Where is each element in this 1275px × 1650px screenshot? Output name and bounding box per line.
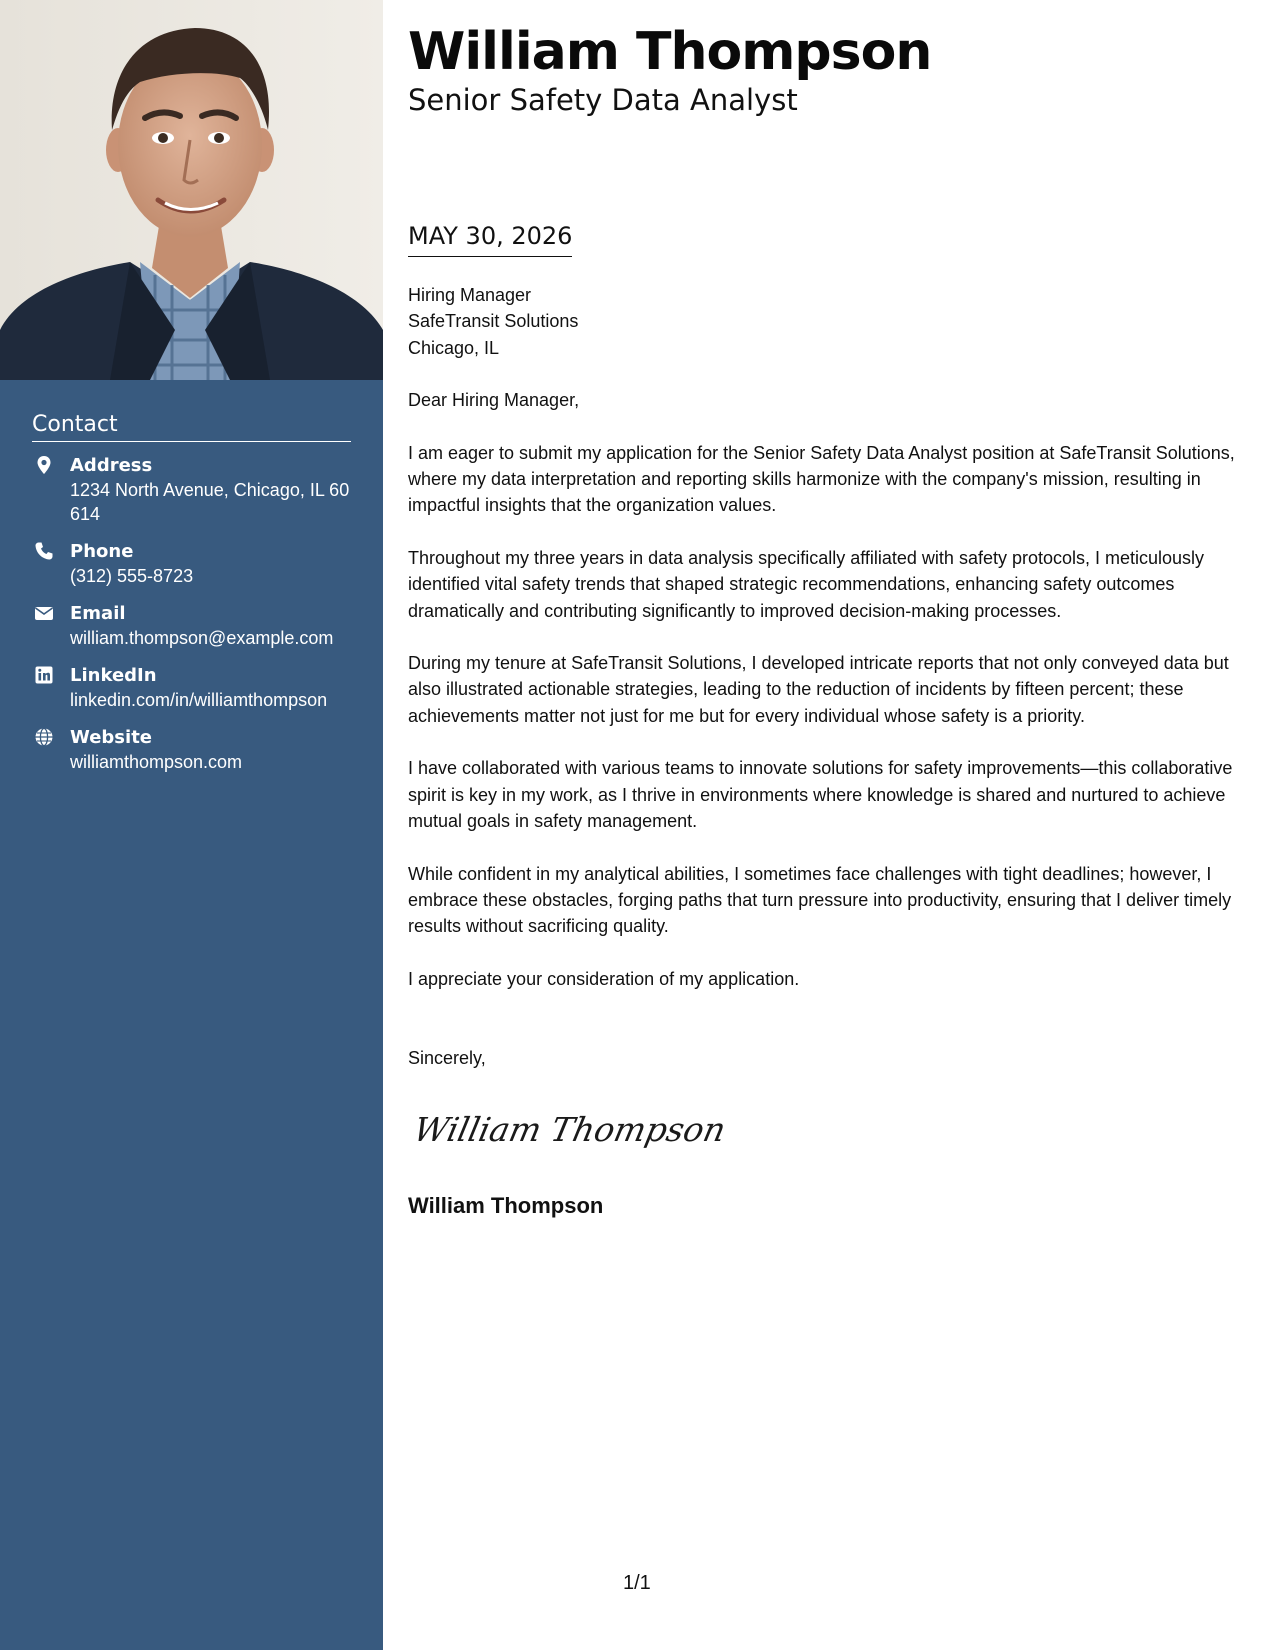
contact-heading: Contact: [32, 412, 351, 442]
letter-date: MAY 30, 2026: [408, 222, 572, 257]
profile-photo: [0, 0, 383, 380]
page-number: 1/1: [623, 1572, 651, 1594]
body-paragraph: I have collaborated with various teams to innovate solutions for safety improvements—this collaborative spirit is key in my work, as I thrive in environments where knowledge is shared and nurtured to achieve mutual goals in safety management.: [408, 758, 1233, 832]
body-paragraph: Throughout my three years in data analysis specifically affiliated with safety protocols, I meticulously identified vital safety trends that shaped strategic recommendations, enhancing safety outcomes dramatically and contributing significantly to improved decision-making processes.: [408, 547, 1205, 621]
website-value[interactable]: williamthompson.com: [70, 752, 243, 772]
address-value: 1234 North Avenue, Chicago, IL 60614: [70, 480, 350, 524]
address-label: Address: [70, 455, 153, 476]
phone-icon: [34, 541, 54, 561]
contact-phone: [32, 540, 351, 588]
profile-photo-illustration: [0, 0, 383, 380]
recipient-line: Hiring Manager: [408, 285, 532, 305]
signer-name: William Thompson: [408, 1193, 604, 1218]
globe-icon: [34, 727, 54, 747]
body-paragraph: I appreciate your consideration of my application.: [408, 968, 800, 989]
recipient-line: Chicago, IL: [408, 337, 500, 358]
website-label: Website: [70, 727, 153, 748]
salutation: Dear Hiring Manager,: [408, 390, 580, 411]
email-value[interactable]: william.thompson@example.com: [70, 628, 334, 648]
contact-website: [32, 726, 351, 774]
closing: Sincerely,: [408, 1048, 486, 1068]
body-paragraph: During my tenure at SafeTransit Solutions, I developed intricate reports that not only conveyed data but also illustrated actionable strategies, leading to the reduction of incidents by fifteen percent; these achievements matter not just for me but for every individual whose safety is a priority.: [408, 653, 1229, 726]
linkedin-label: LinkedIn: [70, 665, 157, 686]
email-label: Email: [70, 603, 126, 624]
contact-email: [32, 602, 351, 650]
letter-body: [408, 282, 1253, 1018]
linkedin-icon: [34, 665, 54, 685]
linkedin-value[interactable]: linkedin.com/in/williamthompson: [70, 690, 328, 710]
applicant-name: William Thompson: [408, 22, 932, 82]
recipient-block: [408, 282, 1253, 361]
contact-linkedin: [32, 664, 351, 712]
contact-address: [32, 454, 351, 526]
applicant-title: Senior Safety Data Analyst: [408, 83, 798, 117]
phone-value: (312) 555-8723: [70, 566, 194, 586]
contact-section: [32, 412, 351, 788]
location-pin-icon: [34, 455, 54, 475]
body-paragraph: While confident in my analytical abilities, I sometimes face challenges with tight deadlines; however, I embrace these obstacles, forging paths that turn pressure into productivity, ensuring that I deliver timely results without sacrificing quality.: [408, 863, 1232, 937]
envelope-icon: [34, 603, 54, 623]
sidebar: [0, 0, 383, 1650]
phone-label: Phone: [70, 541, 134, 562]
recipient-line: SafeTransit Solutions: [408, 311, 579, 332]
body-paragraph: I am eager to submit my application for the Senior Safety Data Analyst position at SafeTransit Solutions, where my data interpretation and reporting skills harmonize with the company's mission, resulting in impactful insights that the organization values.: [408, 442, 1235, 516]
handwritten-signature: William Thompson: [410, 1110, 730, 1149]
